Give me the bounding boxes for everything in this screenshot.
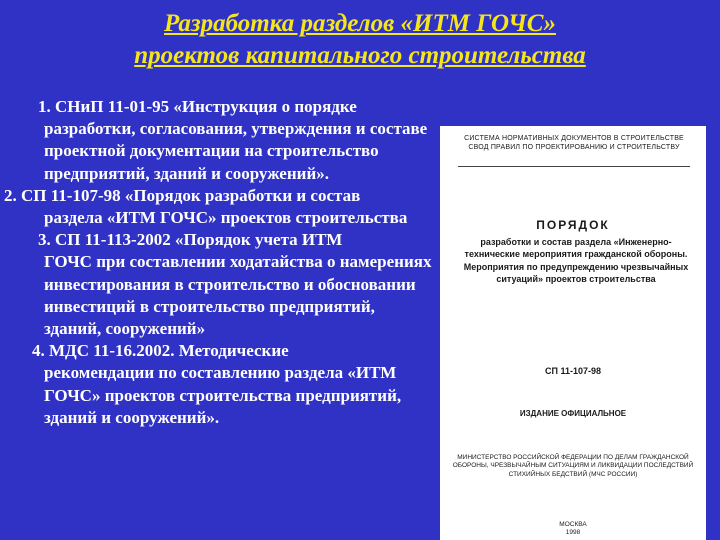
document-cover-edition: ИЗДАНИЕ ОФИЦИАЛЬНОЕ xyxy=(519,409,627,418)
document-cover-title: ПОРЯДОК xyxy=(536,218,610,232)
list-item xyxy=(4,340,436,429)
document-cover-publisher: МИНИСТЕРСТВО РОССИЙСКОЙ ФЕДЕРАЦИИ ПО ДЕЛАМ ГРАЖДАНСКОЙ ОБОРОНЫ, ЧРЕЗВЫЧАЙНЫМ СИТУАЦИЯМ И ЛИКВИДАЦИИ ПОСЛЕДСТВИЙ СТИХИЙНЫХ БЕДСТВИЙ (МЧС РОССИИ) xyxy=(452,454,694,478)
slide-title xyxy=(0,8,720,72)
slide-title-line-1: Разработка разделов «ИТМ ГОЧС» xyxy=(164,10,556,37)
list-item xyxy=(4,185,436,229)
document-list xyxy=(4,96,436,429)
document-cover-code: СП 11-107-98 xyxy=(544,366,601,376)
list-item-continuation: рекомендации по составлению раздела «ИТМ ГОЧС» проектов строительства предприятий, зданий и сооружений». xyxy=(44,363,402,427)
document-cover-city-name: МОСКВА xyxy=(559,521,587,528)
document-cover-header: СИСТЕМА НОРМАТИВНЫХ ДОКУМЕНТОВ В СТРОИТЕЛЬСТВЕ СВОД ПРАВИЛ ПО ПРОЕКТИРОВАНИЮ И СТРОИТЕЛЬСТВУ xyxy=(464,135,684,151)
list-item-continuation: раздела «ИТМ ГОЧС» проектов строительства xyxy=(44,208,408,228)
document-cover-divider xyxy=(458,166,690,167)
list-item-continuation: ГОЧС при составлении ходатайства о намерениях инвестирования в строительство и обосновании инвестиций в строительство предприятий, зданий, сооружений» xyxy=(44,252,432,339)
document-cover-image xyxy=(440,126,706,540)
document-cover-subtitle: разработки и состав раздела «Инженерно-технические мероприятия гражданской обороны. Мероприятия по предупреждению чрезвычайных ситуаций» проектов строительства xyxy=(463,237,689,285)
list-item-first-line: 3. СП 11-113-2002 «Порядок учета ИТМ xyxy=(38,230,343,250)
list-item xyxy=(4,96,436,185)
document-cover-city xyxy=(440,521,706,537)
list-item-continuation: разработки, согласования, утверждения и составе проектной документации на строительство предприятий, зданий и сооружений». xyxy=(44,119,428,183)
list-item-first-line: 2. СП 11-107-98 «Порядок разработки и состав xyxy=(4,185,361,205)
list-item-first-line: 4. МДС 11-16.2002. Методические xyxy=(32,341,289,361)
document-cover-year: 1998 xyxy=(565,529,581,536)
slide-title-line-2: проектов капитального строительства xyxy=(134,42,586,69)
list-item-first-line: 1. СНиП 11-01-95 «Инструкция о порядке xyxy=(38,97,357,116)
list-item xyxy=(4,229,436,340)
